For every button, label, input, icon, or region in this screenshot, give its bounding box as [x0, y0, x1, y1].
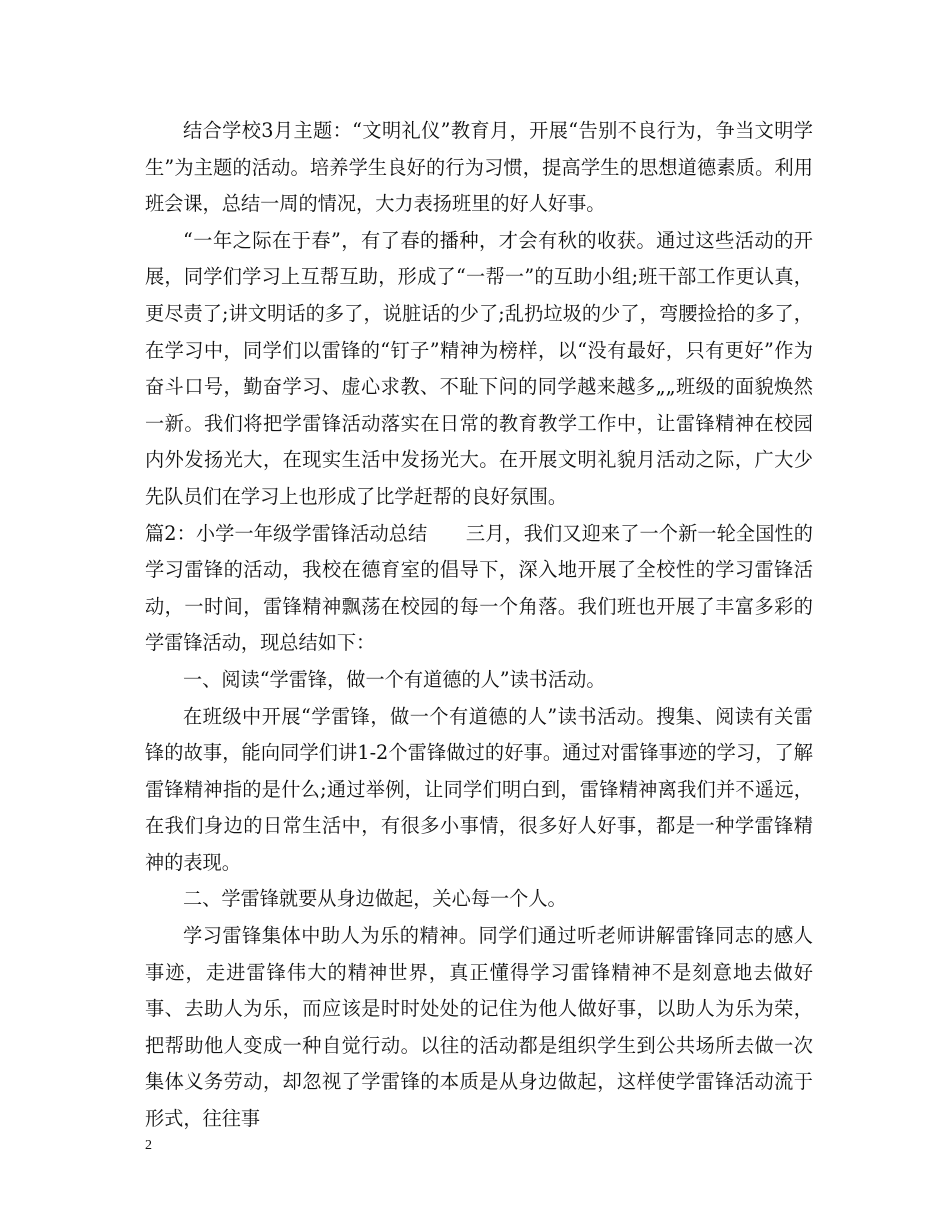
paragraph: 结合学校3月主题：“文明礼仪”教育月，开展“告别不良行为，争当文明学生”为主题的活动。培养学生良好的行为习惯，提高学生的思想道德素质。利用班会课，总结一周的情况，大力表扬班里的好人好事。	[145, 119, 813, 216]
paragraph: “一年之际在于春”，有了春的播种，才会有秋的收获。通过这些活动的开展，同学们学习上互帮互助，形成了“一帮一”的互助小组;班干部工作更认真，更尽责了;讲文明话的多了，说脏话的少了;乱扔垃圾的少了，弯腰捡拾的多了，在学习中，同学们以雷锋的“钉子”精神为榜样，以“没有最好，只有更好”作为奋斗口号，勤奋学习、虚心求教、不耻下问的同学越来越多„„班级的面貌焕然一新。我们将把学雷锋活动落实在日常的教育教学工作中，让雷锋精神在校园内外发扬光大，在现实生活中发扬光大。在开展文明礼貌月活动之际，广大少先队员们在学习上也形成了比学赶帮的良好氛围。	[145, 228, 813, 508]
document-body	[145, 113, 813, 1138]
section-heading: 一、阅读“学雷锋，做一个有道德的人”读书活动。	[183, 667, 606, 691]
page-number: 2	[145, 1138, 152, 1153]
paragraph: 在班级中开展“学雷锋，做一个有道德的人”读书活动。搜集、阅读有关雷锋的故事，能向同学们讲1-2个雷锋做过的好事。通过对雷锋事迹的学习，了解雷锋精神指的是什么;通过举例，让同学们明白到，雷锋精神离我们并不遥远，在我们身边的日常生活中，有很多小事情，很多好人好事，都是一种学雷锋精神的表现。	[145, 704, 813, 874]
paragraph: 篇2：小学一年级学雷锋活动总结 三月，我们又迎来了一个新一轮全国性的学习雷锋的活动，我校在德育室的倡导下，深入地开展了全校性的学习雷锋活动，一时间，雷锋精神飘荡在校园的每一个角落。我们班也开展了丰富多彩的学雷锋活动，现总结如下：	[145, 521, 813, 655]
paragraph: 学习雷锋集体中助人为乐的精神。同学们通过听老师讲解雷锋同志的感人事迹，走进雷锋伟大的精神世界，真正懂得学习雷锋精神不是刻意地去做好事、去助人为乐，而应该是时时处处的记住为他人做好事，以助人为乐为荣，把帮助他人变成一种自觉行动。以往的活动都是组织学生到公共场所去做一次集体义务劳动，却忽视了学雷锋的本质是从身边做起，这样使学雷锋活动流于形式，往往事	[145, 924, 813, 1131]
section-heading: 二、学雷锋就要从身边做起，关心每一个人。	[183, 887, 567, 911]
